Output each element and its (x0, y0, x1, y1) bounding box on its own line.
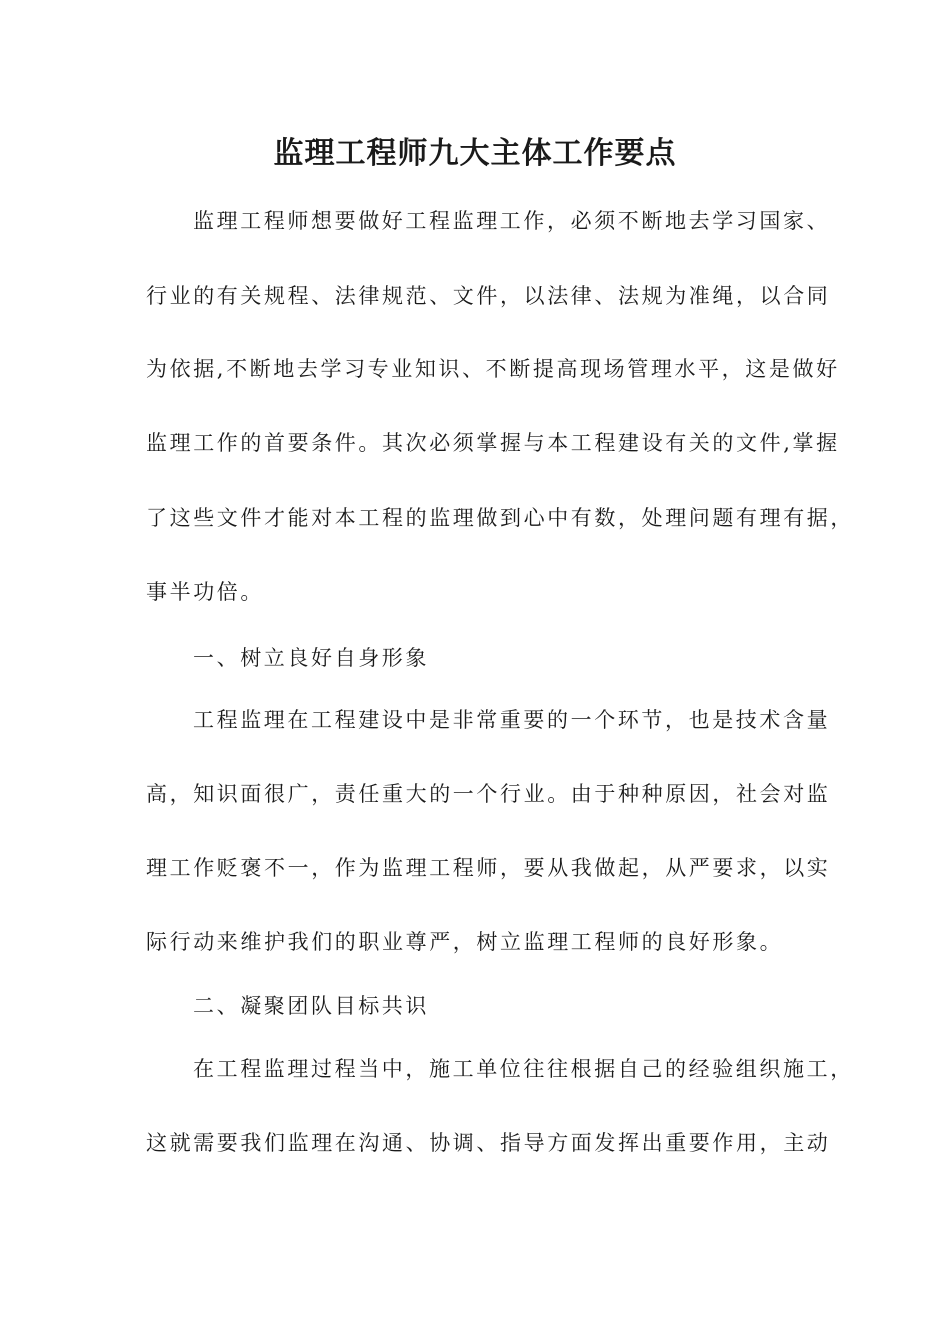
paragraph-line: 理工作贬褒不一，作为监理工程师，要从我做起，从严要求，以实 (146, 856, 831, 880)
paragraph-line: 为依据,不断地去学习专业知识、不断提高现场管理水平，这是做好 (146, 357, 840, 381)
paragraph-line: 了这些文件才能对本工程的监理做到心中有数，处理问题有理有据， (146, 506, 854, 530)
paragraph-line: 高，知识面很广，责任重大的一个行业。由于种种原因，社会对监 (146, 782, 831, 806)
paragraph-line: 际行动来维护我们的职业尊严，树立监理工程师的良好形象。 (146, 930, 784, 954)
paragraph-line: 监理工作的首要条件。其次必须掌握与本工程建设有关的文件,掌握 (146, 431, 840, 455)
paragraph-line: 工程监理在工程建设中是非常重要的一个环节，也是技术含量 (193, 708, 831, 732)
section-heading: 二、凝聚团队目标共识 (193, 994, 429, 1018)
section-heading: 一、树立良好自身形象 (193, 646, 429, 670)
paragraph-line: 行业的有关规程、法律规范、文件，以法律、法规为准绳，以合同 (146, 284, 831, 308)
document-title: 监理工程师九大主体工作要点 (273, 136, 677, 171)
paragraph-line: 监理工程师想要做好工程监理工作，必须不断地去学习国家、 (193, 209, 831, 233)
paragraph-line: 这就需要我们监理在沟通、协调、指导方面发挥出重要作用，主动 (146, 1131, 831, 1155)
paragraph-line: 事半功倍。 (146, 580, 264, 604)
paragraph-line: 在工程监理过程当中，施工单位往往根据自己的经验组织施工， (193, 1057, 854, 1081)
